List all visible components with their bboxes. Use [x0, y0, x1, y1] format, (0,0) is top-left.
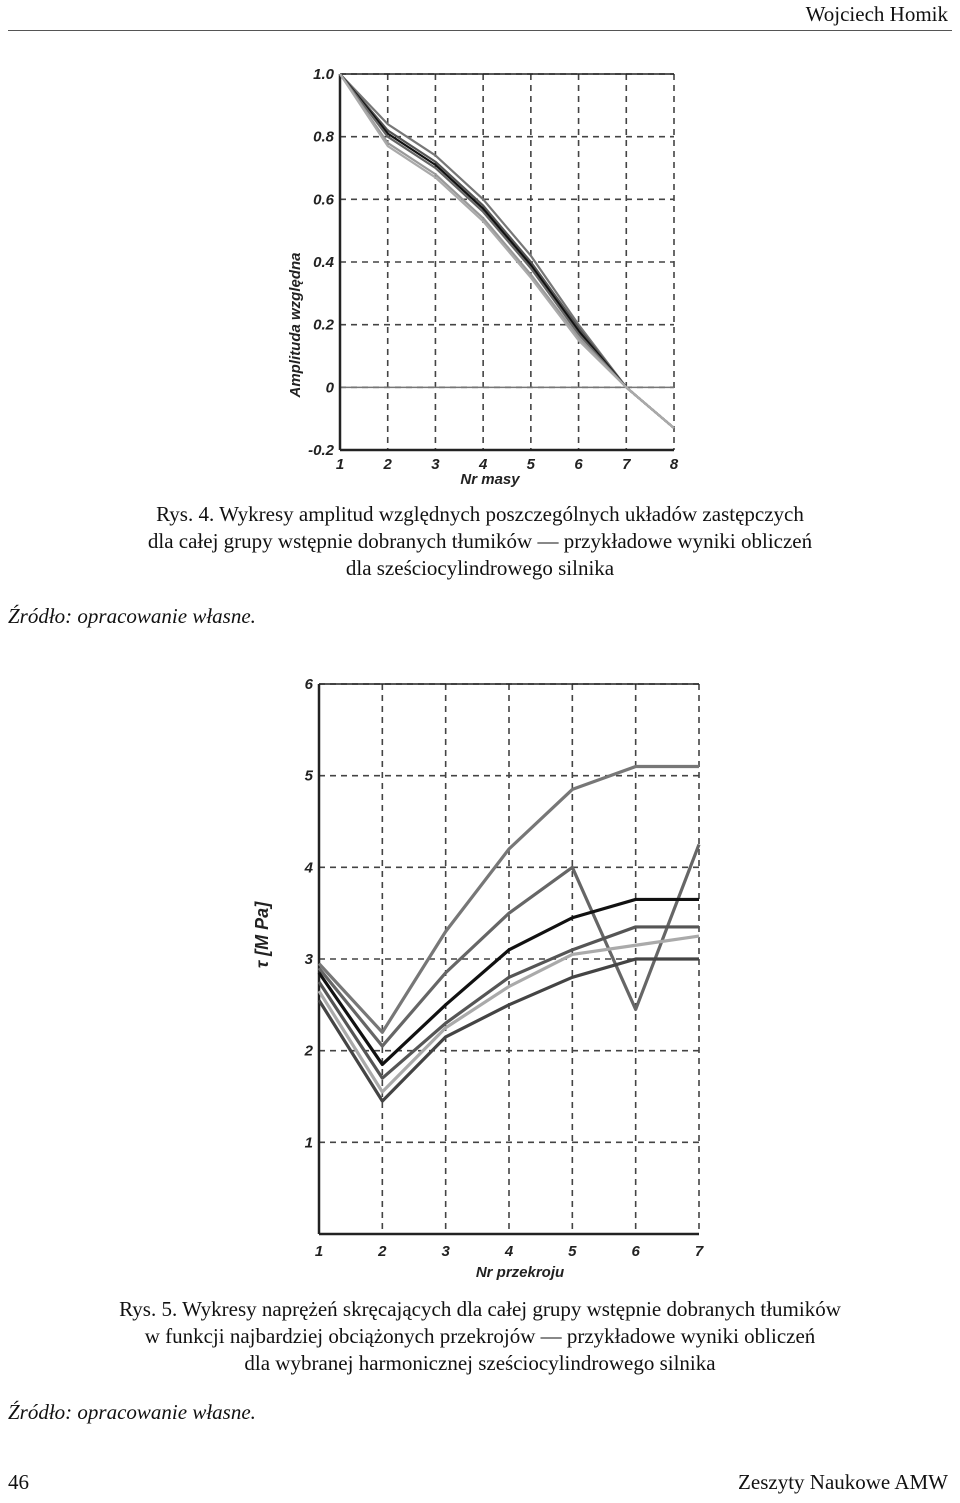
y-tick-label: 0.8 — [313, 128, 334, 146]
y-tick-label: 0.2 — [313, 316, 334, 334]
y-tick-label: 0.6 — [313, 191, 334, 209]
y-tick-label: 0.4 — [313, 254, 334, 271]
page-header — [8, 0, 952, 31]
amplitude-chart-svg — [0, 55, 960, 490]
x-tick-label: 7 — [694, 1243, 704, 1260]
chart1-ylabel: Amplituda względna — [287, 252, 304, 398]
y-tick-label: 4 — [304, 859, 313, 877]
caption-line: dla całej grupy wstępnie dobranych tłumików — przykładowe wyniki obliczeń — [147, 529, 813, 553]
caption-line: Rys. 4. Wykresy amplitud względnych poszczególnych układów zastępczych — [156, 502, 804, 526]
x-tick-label: 1 — [314, 1243, 324, 1260]
figure-4-source: Źródło: opracowanie własne. — [8, 604, 256, 628]
x-tick-label: 7 — [622, 456, 631, 473]
x-tick-label: 3 — [441, 1243, 450, 1260]
caption-line: w funkcji najbardziej obciążonych przekrojów — przykładowe wyniki obliczeń — [144, 1324, 816, 1348]
journal-name: Zeszyty Naukowe AMW — [738, 1470, 948, 1494]
y-tick-label: 0 — [325, 379, 334, 397]
y-tick-label: 1 — [304, 1134, 313, 1152]
page-number: 46 — [8, 1470, 29, 1494]
x-tick-label: 2 — [378, 1243, 387, 1260]
figure-5-caption — [40, 1296, 920, 1377]
x-tick-label: 4 — [478, 456, 488, 473]
caption-line: dla wybranej harmonicznej sześciocylindrowego silnika — [244, 1351, 716, 1375]
stress-chart-svg — [0, 670, 960, 1285]
figure-5-source: Źródło: opracowanie własne. — [8, 1400, 256, 1424]
y-tick-label: 2 — [304, 1042, 313, 1060]
x-tick-label: 1 — [335, 456, 345, 473]
chart2-xlabel: Nr przekroju — [475, 1264, 565, 1281]
x-tick-label: 8 — [669, 456, 679, 473]
caption-line: Rys. 5. Wykresy naprężeń skręcających dla całej grupy wstępnie dobranych tłumików — [119, 1297, 841, 1321]
figure-5-chart — [0, 670, 960, 1285]
figure-4-chart — [0, 55, 960, 490]
x-tick-label: 5 — [568, 1243, 577, 1260]
y-tick-label: 6 — [304, 676, 313, 693]
x-tick-label: 4 — [504, 1243, 514, 1260]
figure-4-caption — [40, 501, 920, 582]
y-tick-label: 1.0 — [313, 66, 334, 83]
x-tick-label: 5 — [526, 456, 536, 473]
x-tick-label: 6 — [631, 1243, 640, 1260]
header-author: Wojciech Homik — [805, 2, 948, 26]
y-tick-label: -0.2 — [308, 442, 334, 459]
chart1-xlabel: Nr masy — [460, 471, 520, 488]
series-line-6 — [340, 74, 674, 428]
chart2-ylabel: τ [M Pa] — [252, 901, 272, 969]
x-tick-label: 6 — [574, 456, 583, 473]
y-tick-label: 3 — [304, 951, 313, 968]
caption-line: dla sześciocylindrowego silnika — [345, 556, 615, 580]
x-tick-label: 3 — [431, 456, 440, 473]
x-tick-label: 2 — [383, 456, 392, 473]
y-tick-label: 5 — [304, 767, 313, 785]
